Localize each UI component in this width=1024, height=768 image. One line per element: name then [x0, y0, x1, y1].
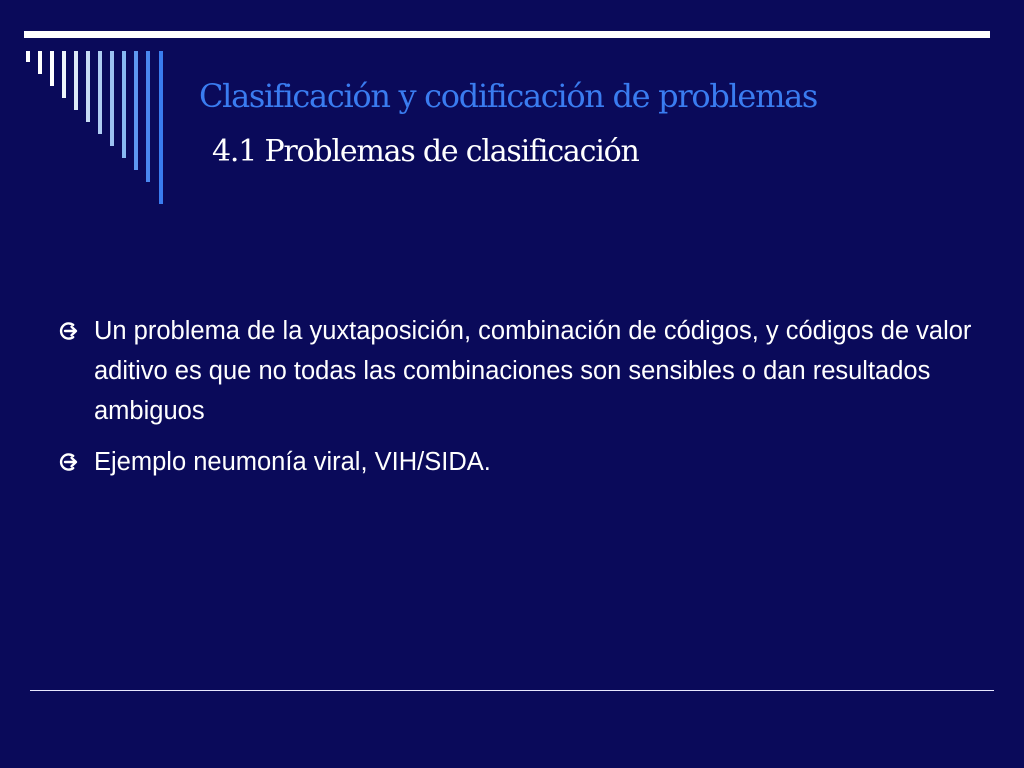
bullet-item [58, 442, 978, 482]
stripe-10 [134, 51, 138, 170]
stripe-9 [122, 51, 126, 158]
bullet-item [58, 311, 978, 431]
bottom-rule [30, 690, 994, 691]
stripe-1 [26, 51, 30, 62]
stripe-6 [86, 51, 90, 122]
bullet-text: Un problema de la yuxtaposición, combinación de códigos, y códigos de valor aditivo es que no todas las combinaciones son sensibles o dan resultados ambiguos [94, 317, 972, 425]
circled-arrow-right-icon [58, 442, 94, 482]
stripe-12 [159, 51, 163, 204]
stripe-3 [50, 51, 54, 86]
slide-title: Clasificación y codificación de problemas [199, 77, 818, 115]
top-rule [24, 31, 990, 38]
slide-subtitle: 4.1 Problemas de clasificación [212, 134, 639, 169]
stripe-11 [146, 51, 150, 182]
circled-arrow-right-icon [58, 311, 94, 351]
bullet-text: Ejemplo neumonía viral, VIH/SIDA. [94, 448, 491, 476]
stripe-8 [110, 51, 114, 146]
stripe-4 [62, 51, 66, 98]
stripe-5 [74, 51, 78, 110]
stripe-7 [98, 51, 102, 134]
stripe-2 [38, 51, 42, 74]
bullet-list [58, 311, 978, 493]
